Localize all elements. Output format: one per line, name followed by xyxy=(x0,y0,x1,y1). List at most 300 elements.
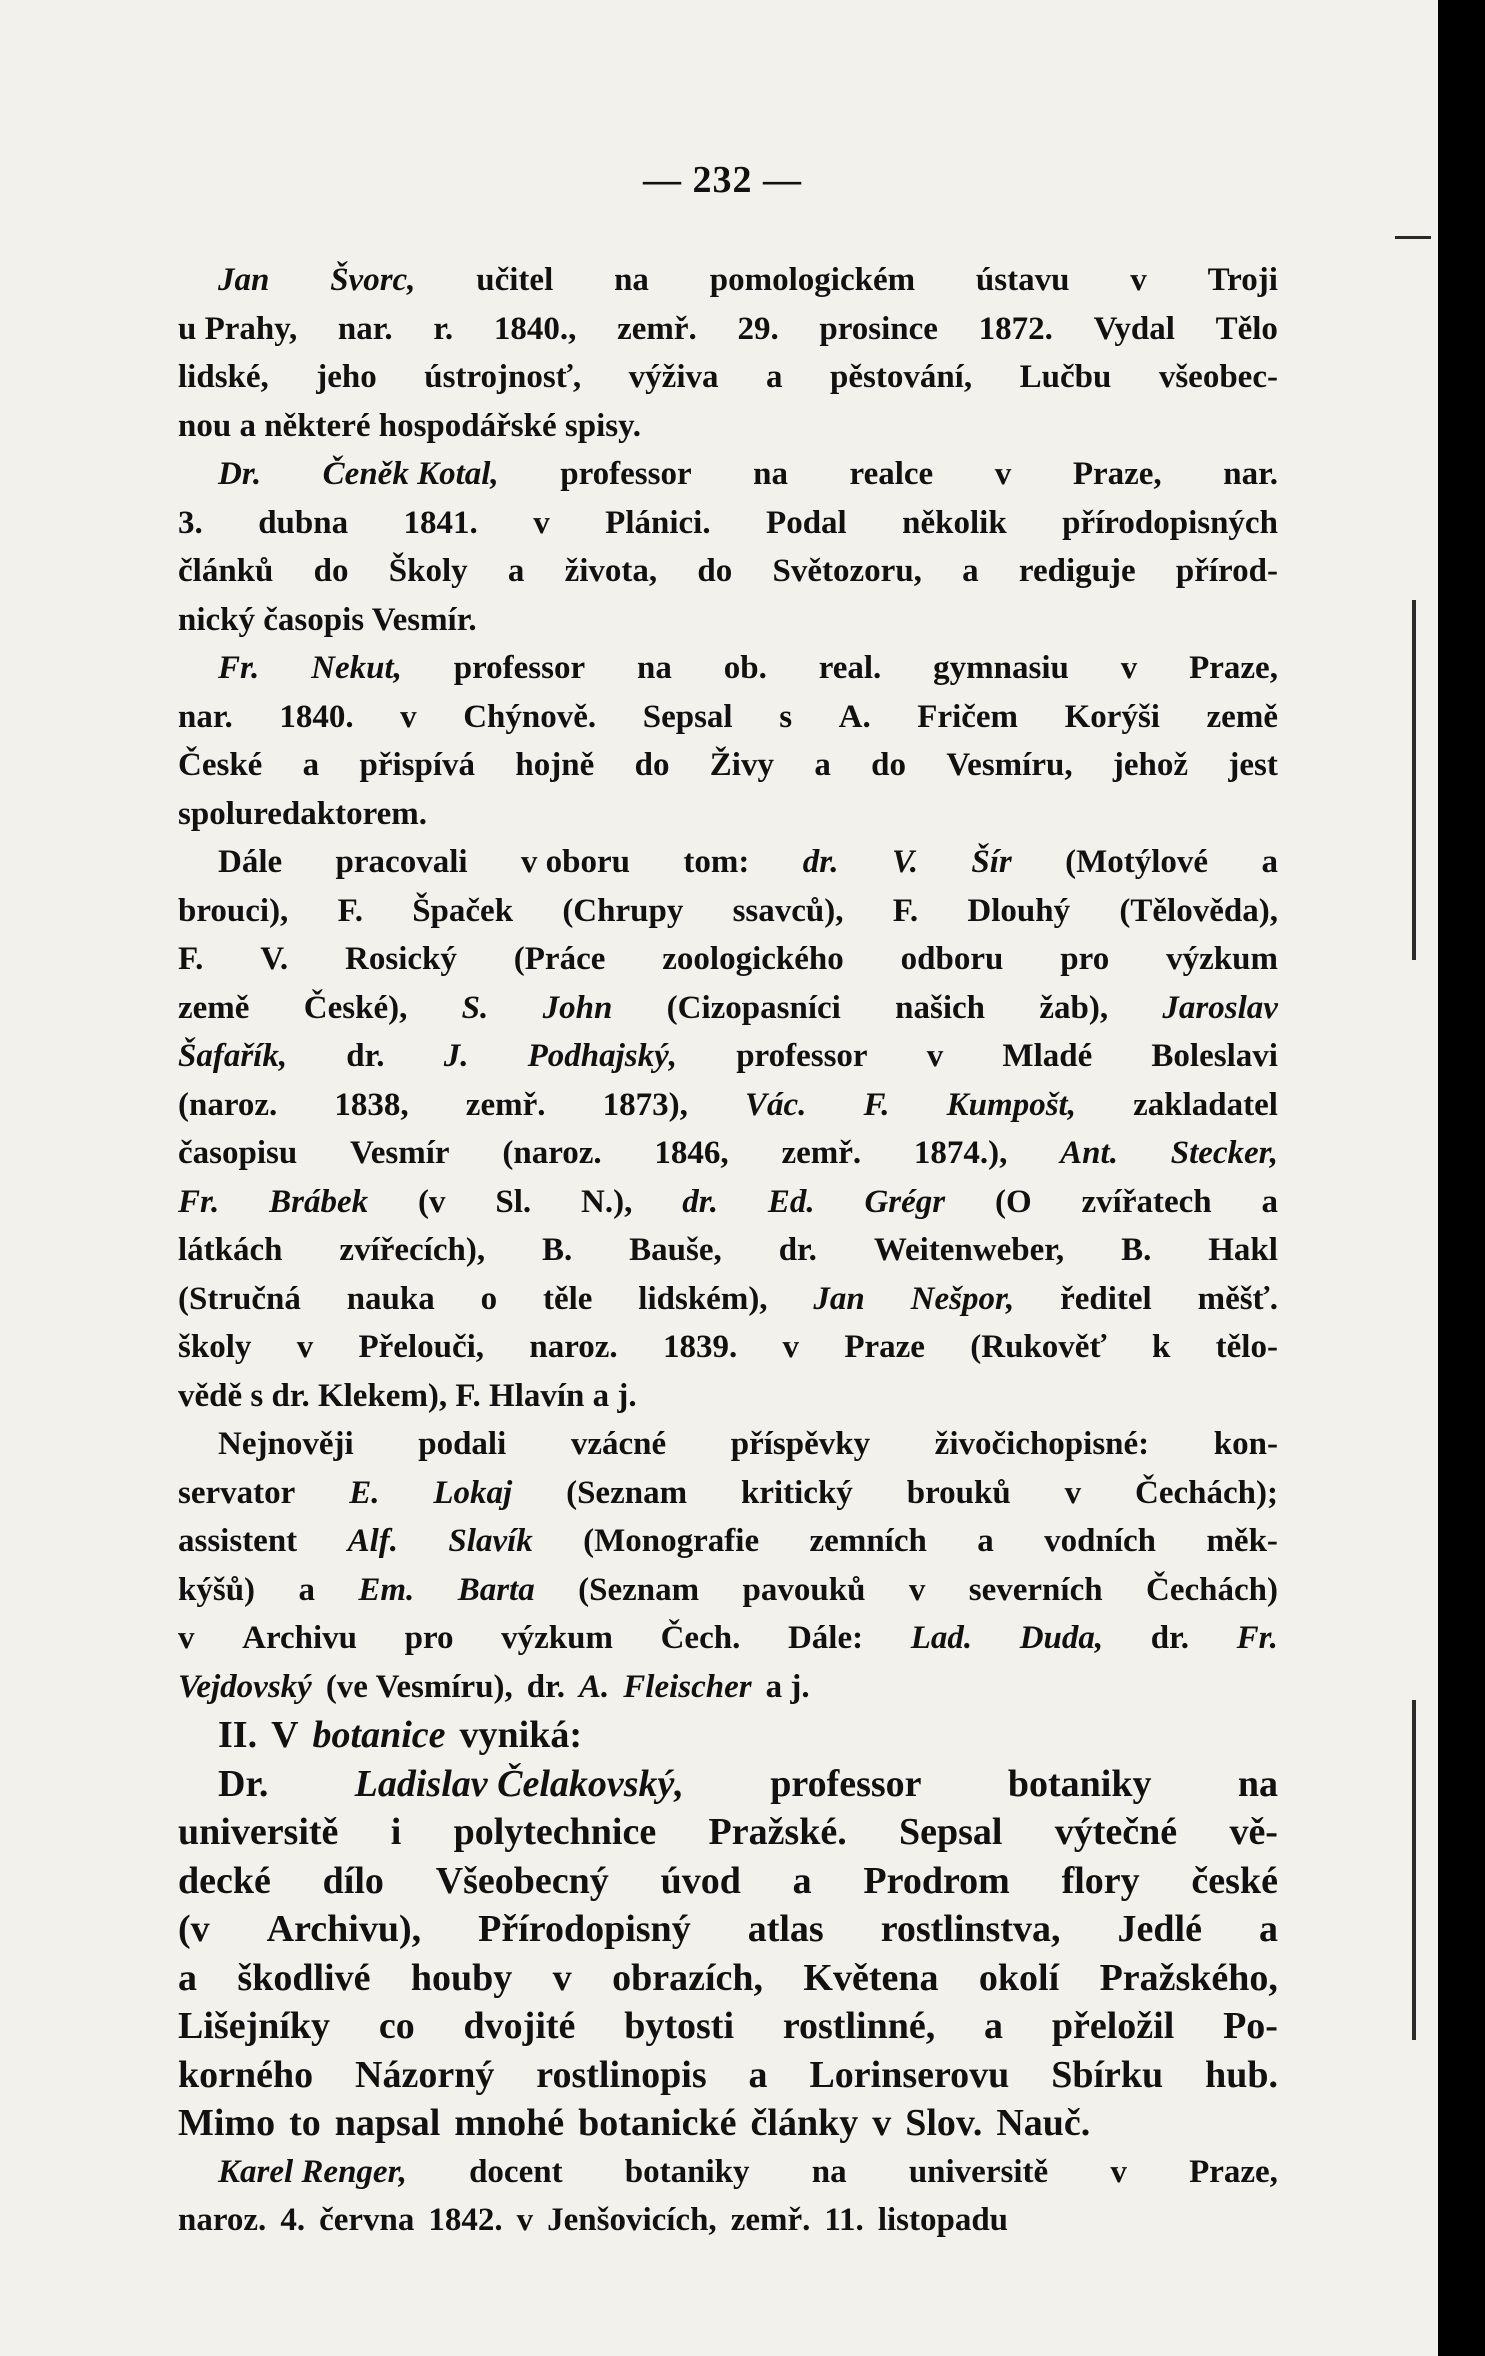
word: České), xyxy=(303,989,408,1026)
word: na xyxy=(637,650,672,686)
word: Prodrom xyxy=(863,1859,1010,1902)
word: Rosický xyxy=(345,941,457,977)
word: Přírodopisný xyxy=(478,1908,691,1950)
word: a xyxy=(792,1859,812,1902)
italic-word: dr. xyxy=(802,844,839,880)
paragraph xyxy=(178,644,1278,838)
text-line xyxy=(178,1954,1278,2003)
word: škodlivé xyxy=(237,1956,371,1999)
word: školy xyxy=(178,1329,252,1365)
word: r. xyxy=(433,310,454,347)
word: naroz. xyxy=(529,1329,618,1365)
word: (naroz. xyxy=(502,1135,602,1171)
word: Sl. xyxy=(495,1183,532,1220)
word: nar. xyxy=(337,310,393,347)
word: realce xyxy=(849,456,934,492)
text-line xyxy=(178,1517,1278,1566)
word: polytechnice xyxy=(453,1811,657,1853)
word: zemř. xyxy=(781,1135,862,1171)
word: učitel xyxy=(476,262,554,298)
word: rostlinopis xyxy=(536,2053,707,2096)
page-body-text xyxy=(178,256,1278,2245)
word: zakladatel xyxy=(1133,1086,1278,1123)
word: professor xyxy=(560,456,692,492)
word: Pražského, xyxy=(1099,1956,1278,1999)
word: i xyxy=(390,1811,402,1853)
word: k xyxy=(1151,1329,1171,1365)
word: A. xyxy=(838,698,871,735)
word: vyniká: xyxy=(459,1714,582,1756)
word: (Chrupy xyxy=(562,892,684,929)
word: v xyxy=(400,698,417,735)
word: dr. xyxy=(1150,1620,1189,1656)
italic-word: Čeněk Kotal, xyxy=(322,456,499,492)
word: pro xyxy=(404,1620,454,1656)
word: a j. xyxy=(765,1668,810,1705)
word: (v xyxy=(178,1908,210,1950)
word: Květena xyxy=(803,1956,939,1999)
word: Dr. xyxy=(218,1762,269,1805)
word: lidské, xyxy=(178,359,269,395)
word: dvojité xyxy=(463,2005,576,2047)
word: bytosti xyxy=(624,2005,735,2047)
word: tělo- xyxy=(1215,1329,1278,1365)
text-line xyxy=(178,1760,1278,1809)
word: přírod- xyxy=(1175,553,1278,589)
word: vě- xyxy=(1229,1811,1278,1853)
word: Světozoru, xyxy=(772,553,922,589)
word: servator xyxy=(178,1474,296,1511)
word: botaniky xyxy=(624,2153,750,2190)
word: těle xyxy=(542,1280,593,1317)
text-line xyxy=(178,1469,1278,1518)
word: v xyxy=(552,1956,572,1999)
word: universitě xyxy=(908,2153,1049,2190)
word: června xyxy=(319,2202,415,2238)
word: Lučbu xyxy=(1019,359,1112,395)
text-line xyxy=(178,1032,1278,1081)
word: a xyxy=(766,359,783,395)
word: okolí xyxy=(978,1956,1060,1999)
paragraph xyxy=(178,450,1278,644)
italic-word: Jan xyxy=(813,1280,865,1317)
paragraph xyxy=(178,2148,1278,2245)
word: všeobec- xyxy=(1158,359,1278,395)
word: u Prahy, xyxy=(178,310,298,347)
italic-word: botanice xyxy=(312,1714,446,1756)
word: v xyxy=(994,456,1012,492)
word: napsal xyxy=(334,2102,441,2144)
word: N.), xyxy=(581,1183,633,1220)
word: zoologického xyxy=(662,941,844,977)
word: a xyxy=(1261,1183,1278,1220)
word: flory xyxy=(1061,1859,1140,1902)
word: (O xyxy=(995,1183,1032,1220)
word: spoluredaktorem. xyxy=(178,795,428,832)
word: dílo xyxy=(322,1859,384,1902)
italic-word: Em. xyxy=(358,1571,415,1608)
word: Dále: xyxy=(787,1620,864,1656)
italic-word: Ed. xyxy=(767,1183,815,1220)
text-line xyxy=(178,838,1278,887)
word: vzácné xyxy=(570,1426,667,1462)
word: 1846, xyxy=(654,1135,729,1171)
text-line xyxy=(178,1372,1278,1421)
word: Archivu xyxy=(242,1620,358,1656)
word: nauka xyxy=(346,1280,435,1317)
word: dubna xyxy=(258,504,349,541)
word: 1839. xyxy=(662,1329,738,1365)
word: a xyxy=(962,553,979,589)
word: zemních xyxy=(809,1523,927,1559)
word: Po- xyxy=(1223,2005,1278,2047)
word: přírodopisných xyxy=(1062,504,1278,541)
italic-word: Fr. xyxy=(1236,1620,1278,1656)
paragraph xyxy=(178,1420,1278,1711)
word: Praze, xyxy=(1189,2153,1278,2190)
word: Lišejníky xyxy=(178,2005,331,2047)
word: 1872. xyxy=(978,310,1053,347)
italic-word: Fr. xyxy=(218,650,260,686)
text-line xyxy=(178,1420,1278,1469)
word: Sepsal xyxy=(899,1811,1003,1853)
word: jehož xyxy=(1112,747,1189,783)
text-line xyxy=(178,1226,1278,1275)
word: 1874.), xyxy=(913,1135,1008,1171)
word: hojně xyxy=(515,747,595,783)
word: Vesmír xyxy=(349,1135,450,1171)
word: do xyxy=(313,553,349,589)
word: Živy xyxy=(709,747,774,783)
italic-word: F. xyxy=(863,1086,890,1123)
word: pěstování, xyxy=(830,359,973,395)
word: Čechách); xyxy=(1135,1474,1278,1511)
italic-word: Nešpor, xyxy=(910,1280,1015,1317)
word: Názorný xyxy=(355,2053,495,2096)
word: 3. xyxy=(178,504,203,541)
word: Vydal xyxy=(1093,310,1175,347)
word: Lorinserovu xyxy=(809,2053,1010,2096)
word: (ve Vesmíru), xyxy=(325,1668,513,1705)
word: dr. xyxy=(526,1668,566,1705)
word: našich xyxy=(895,989,986,1026)
word: v xyxy=(1110,2153,1127,2190)
italic-word: Fr. xyxy=(178,1183,220,1220)
text-line xyxy=(178,984,1278,1033)
word: zvířatech xyxy=(1081,1183,1212,1220)
word: botanické xyxy=(578,2102,737,2144)
word: rostlinstva, xyxy=(880,1908,1061,1950)
word: měšť. xyxy=(1197,1280,1278,1317)
word: real. xyxy=(818,650,882,686)
word: v xyxy=(926,1038,944,1074)
text-line xyxy=(178,741,1278,790)
word: odboru xyxy=(900,941,1004,977)
italic-word: Fleischer xyxy=(623,1668,752,1705)
word: články xyxy=(750,2102,859,2144)
word: B. xyxy=(1121,1232,1152,1268)
word: pavouků xyxy=(742,1571,866,1608)
word: to xyxy=(289,2102,321,2144)
text-line xyxy=(178,305,1278,354)
word: a xyxy=(814,747,831,783)
italic-word: Kumpošt, xyxy=(946,1086,1076,1123)
word: V. xyxy=(260,941,289,977)
text-line xyxy=(178,1857,1278,1906)
word: v xyxy=(908,1571,926,1608)
word: Weitenweber, xyxy=(873,1232,1065,1268)
word: do xyxy=(871,747,907,783)
word: Nejnověji xyxy=(218,1426,354,1462)
word: Vesmíru, xyxy=(946,747,1073,783)
word: 1840., xyxy=(493,310,577,347)
italic-word: Duda, xyxy=(1019,1620,1104,1656)
word: houby xyxy=(410,1956,513,1999)
paragraph xyxy=(178,256,1278,450)
word: žab), xyxy=(1039,989,1109,1026)
text-line xyxy=(178,256,1278,305)
word: ssavců), xyxy=(732,892,844,929)
word: výzkum xyxy=(1166,941,1278,977)
text-line xyxy=(178,693,1278,742)
word: a xyxy=(1261,844,1278,880)
italic-word: J. xyxy=(443,1038,469,1074)
word: Troji xyxy=(1207,262,1278,298)
word: Dále xyxy=(218,844,283,880)
word: professor xyxy=(736,1038,868,1074)
text-line xyxy=(178,1323,1278,1372)
word: docent xyxy=(469,2153,563,2190)
text-line xyxy=(178,2002,1278,2051)
word: Korýši xyxy=(1064,698,1160,735)
word: pomologickém xyxy=(709,262,916,298)
italic-word: S. xyxy=(461,989,489,1026)
text-line xyxy=(178,1178,1278,1227)
word: assistent xyxy=(178,1523,298,1559)
italic-word: Slavík xyxy=(448,1523,533,1559)
word: Chýnově. xyxy=(463,698,597,735)
italic-word: A. xyxy=(579,1668,610,1705)
word: Čechách) xyxy=(1145,1571,1278,1608)
word: a xyxy=(298,1571,315,1608)
italic-word: Karel Renger, xyxy=(218,2153,407,2190)
word: Mladé xyxy=(1002,1038,1093,1074)
word: hub. xyxy=(1205,2053,1278,2096)
italic-word: Švorc, xyxy=(330,262,416,298)
word: jest xyxy=(1228,747,1278,783)
word: na xyxy=(1237,1762,1278,1805)
italic-word: Podhajský, xyxy=(527,1038,678,1074)
text-line xyxy=(178,935,1278,984)
italic-word: John xyxy=(542,989,613,1026)
paragraph xyxy=(178,838,1278,1420)
word: Hakl xyxy=(1208,1232,1278,1268)
text-line xyxy=(178,1081,1278,1130)
word: Jenšovicích, xyxy=(547,2202,717,2238)
word: zvířecích), xyxy=(339,1232,486,1268)
word: rediguje xyxy=(1018,553,1136,589)
word: nar. xyxy=(178,698,233,735)
word: obrazích, xyxy=(612,1956,764,1999)
word: kritický xyxy=(740,1474,853,1511)
word: pro xyxy=(1060,941,1110,977)
word: F. xyxy=(892,892,919,929)
word: článků xyxy=(178,553,274,589)
word: brouků xyxy=(906,1474,1011,1511)
word: úvod xyxy=(660,1859,741,1902)
word: v xyxy=(1130,262,1147,298)
word: Špaček xyxy=(412,892,514,929)
word: Přelouči, xyxy=(358,1329,485,1365)
word: české xyxy=(1191,1859,1278,1902)
word: dr. xyxy=(346,1038,385,1074)
italic-word: Ladislav Čelakovský, xyxy=(354,1762,684,1805)
word: země xyxy=(178,989,250,1026)
word: gymnasiu xyxy=(933,650,1069,686)
text-line xyxy=(178,353,1278,402)
italic-word: Jaroslav xyxy=(1162,989,1278,1026)
page-edge-mark xyxy=(1395,236,1431,239)
word: (Motýlové xyxy=(1065,844,1209,880)
italic-word: Jan xyxy=(218,262,270,298)
italic-word: Ant. xyxy=(1060,1135,1118,1171)
word: Plánici. xyxy=(605,504,711,541)
italic-word: Brábek xyxy=(269,1183,369,1220)
word: do xyxy=(697,553,733,589)
word: ředitel xyxy=(1060,1280,1152,1317)
word: F. xyxy=(178,941,204,977)
word: 1873), xyxy=(602,1086,688,1123)
word: (naroz. xyxy=(178,1086,278,1123)
word: Jedlé xyxy=(1117,1908,1202,1950)
word: několik xyxy=(902,504,1007,541)
italic-word: dr. xyxy=(682,1183,718,1220)
word: lidském), xyxy=(638,1280,768,1317)
word: Podal xyxy=(766,504,847,541)
word: v xyxy=(533,504,550,541)
scan-edge xyxy=(1438,0,1485,2356)
italic-word: Dr. xyxy=(218,456,262,492)
text-line xyxy=(178,790,1278,839)
text-line xyxy=(178,450,1278,499)
word: (Seznam xyxy=(566,1474,688,1511)
word: do xyxy=(634,747,670,783)
word: severních xyxy=(968,1571,1103,1608)
italic-word: Grégr xyxy=(864,1183,946,1220)
text-line xyxy=(178,2099,1278,2148)
word: kon- xyxy=(1213,1426,1278,1462)
text-line xyxy=(178,2148,1278,2197)
text-line xyxy=(178,1711,1278,1760)
word: o xyxy=(480,1280,498,1317)
word: (Rukověť xyxy=(970,1329,1107,1365)
italic-word: V. xyxy=(891,844,918,880)
word: měk- xyxy=(1206,1523,1278,1559)
text-line xyxy=(178,547,1278,596)
text-line xyxy=(178,1905,1278,1954)
word: Nauč. xyxy=(996,2102,1091,2144)
word: korného xyxy=(178,2053,314,2096)
word: 1841. xyxy=(403,504,478,541)
word: pracovali xyxy=(335,844,468,880)
word: universitě xyxy=(178,1811,339,1853)
word: Dlouhý xyxy=(967,892,1071,929)
text-line xyxy=(178,1808,1278,1857)
word: V xyxy=(271,1714,299,1756)
word: a xyxy=(178,1956,197,1999)
word: látkách xyxy=(178,1232,283,1268)
word: v oboru xyxy=(520,844,631,880)
word: v xyxy=(1120,650,1138,686)
word: časopisu xyxy=(178,1135,298,1171)
word: ob. xyxy=(723,650,767,686)
word: ústrojnosť, xyxy=(424,359,582,395)
word: země xyxy=(1206,698,1278,735)
word: nický časopis Vesmír. xyxy=(178,601,477,638)
word: naroz. xyxy=(178,2202,267,2238)
word: přeložil xyxy=(1051,2005,1175,2047)
word: professor xyxy=(770,1762,922,1805)
word: prosince xyxy=(819,310,938,347)
word: 1842. xyxy=(428,2202,503,2238)
word: (Stručná xyxy=(178,1280,301,1317)
word: atlas xyxy=(747,1908,824,1950)
text-line xyxy=(178,887,1278,936)
word: Mimo xyxy=(178,2102,276,2144)
word: podali xyxy=(418,1426,507,1462)
paragraph xyxy=(178,1760,1278,2148)
word: nar. xyxy=(1223,456,1278,492)
word: v xyxy=(782,1329,800,1365)
page-edge-mark xyxy=(1412,1700,1416,2040)
word: výzkum xyxy=(501,1620,613,1656)
word: zemř. xyxy=(465,1086,546,1123)
word: na xyxy=(811,2153,847,2190)
word: nou a některé hospodářské spisy. xyxy=(178,407,642,444)
word: Všeobecný xyxy=(435,1859,609,1902)
word: co xyxy=(378,2005,415,2047)
word: a xyxy=(977,1523,994,1559)
word: v xyxy=(872,2102,892,2144)
page-number: — 232 — xyxy=(643,159,802,201)
text-line xyxy=(178,644,1278,693)
text-line xyxy=(178,596,1278,645)
word: výživa xyxy=(628,359,719,395)
word: Boleslavi xyxy=(1151,1038,1278,1074)
text-line xyxy=(178,499,1278,548)
word: Pražské. xyxy=(708,1811,847,1853)
word: přispívá xyxy=(359,747,476,783)
word: vodních xyxy=(1044,1523,1157,1559)
word: 4. xyxy=(280,2202,306,2238)
word: a xyxy=(748,2053,768,2096)
text-line xyxy=(178,1275,1278,1324)
word: Archivu), xyxy=(266,1908,422,1950)
word: a xyxy=(302,747,320,783)
word: (Seznam xyxy=(578,1571,700,1608)
word: brouci), xyxy=(178,892,289,929)
word: a xyxy=(984,2005,1004,2047)
word: zemř. xyxy=(730,2202,811,2238)
word: Tělo xyxy=(1215,310,1278,347)
word: dr. xyxy=(778,1232,817,1268)
word: botaniky xyxy=(1007,1762,1152,1805)
text-line xyxy=(178,1614,1278,1663)
word: Praze xyxy=(844,1329,925,1365)
word: mnohé xyxy=(454,2102,565,2144)
text-line xyxy=(178,2196,1278,2245)
word: professor xyxy=(453,650,586,686)
